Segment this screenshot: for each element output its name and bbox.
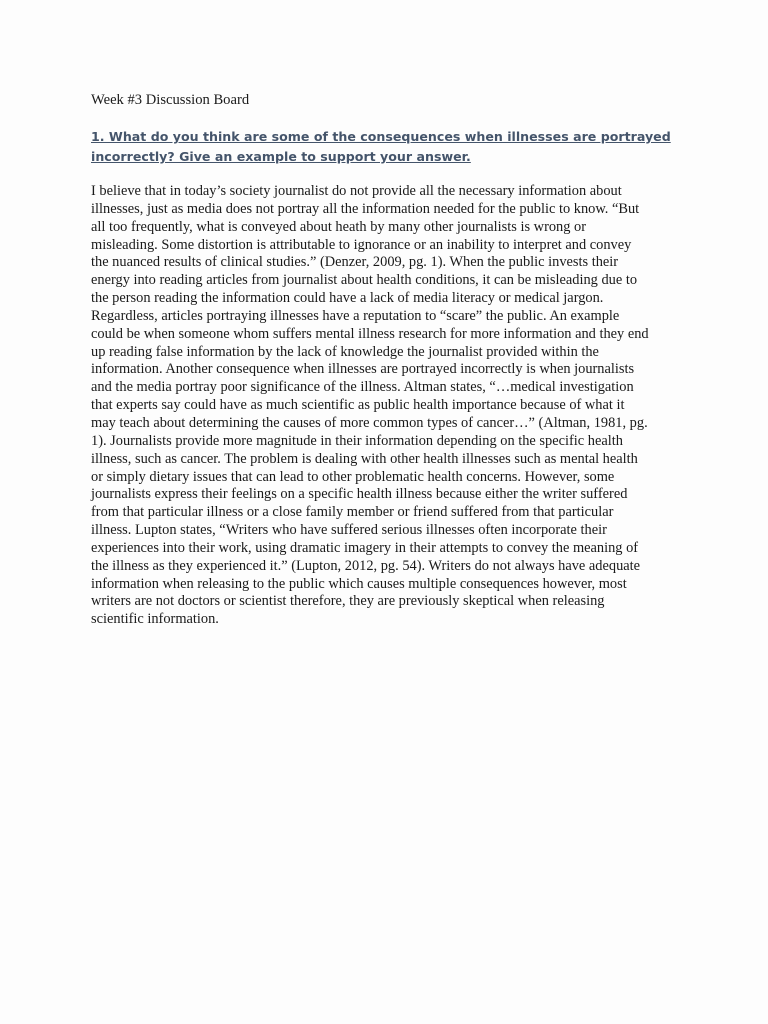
paragraph-line: the person reading the information could have a lack of media literacy or medical jargon.: [91, 290, 604, 307]
answer-paragraph: [91, 183, 691, 629]
paragraph-line: illness. Lupton states, “Writers who have suffered serious illnesses often incorporate their: [91, 522, 607, 539]
paragraph-line: illnesses, just as media does not portray all the information needed for the public to know. “But: [91, 200, 640, 217]
paragraph-line: I believe that in today’s society journalist do not provide all the necessary information about: [91, 183, 622, 199]
paragraph-line: or simply dietary issues that can lead to other problematic health concerns. However, some: [91, 468, 615, 485]
paragraph-line: that experts say could have as much scientific as public health importance because of what it: [91, 397, 625, 414]
paragraph-line: 1). Journalists provide more magnitude in their information depending on the specific health: [91, 432, 623, 449]
paragraph-line: illness, such as cancer. The problem is dealing with other health illnesses such as mental health: [91, 450, 638, 467]
paragraph-line: may teach about determining the causes of more common types of cancer…” (Altman, 1981, pg.: [91, 414, 648, 431]
paragraph-line: writers are not doctors or scientist therefore, they are previously skeptical when releasing: [91, 593, 605, 610]
paragraph-line: information when releasing to the public which causes multiple consequences however, most: [91, 575, 627, 592]
paragraph-line: misleading. Some distortion is attributable to ignorance or an inability to interpret and convey: [91, 236, 632, 253]
discussion-question: [91, 127, 691, 167]
paragraph-line: from that particular illness or a close family member or friend suffered from that particular: [91, 504, 614, 521]
paragraph-line: energy into reading articles from journalist about health conditions, it can be misleading due to: [91, 272, 638, 289]
question-line: 1. What do you think are some of the consequences when illnesses are portrayed: [91, 129, 671, 144]
question-line: incorrectly? Give an example to support your answer.: [91, 149, 471, 164]
paragraph-line: up reading false information by the lack of knowledge the journalist provided within the: [91, 343, 599, 360]
paragraph-line: the illness as they experienced it.” (Lupton, 2012, pg. 54). Writers do not always have adequate: [91, 557, 641, 574]
paragraph-line: all too frequently, what is conveyed about heath by many other journalists is wrong or: [91, 218, 587, 235]
paragraph-line: and the media portray poor significance of the illness. Altman states, “…medical investigation: [91, 379, 634, 396]
paragraph-line: experiences into their work, using dramatic imagery in their attempts to convey the meaning of: [91, 539, 639, 556]
paragraph-line: information. Another consequence when illnesses are portrayed incorrectly is when journalists: [91, 361, 635, 378]
paragraph-line: Regardless, articles portraying illnesses have a reputation to “scare” the public. An example: [91, 307, 620, 324]
paragraph-line: scientific information.: [91, 611, 219, 628]
paragraph-line: could be when someone whom suffers mental illness research for more information and they end: [91, 325, 649, 342]
paragraph-line: the nuanced results of clinical studies.” (Denzer, 2009, pg. 1). When the public invests their: [91, 254, 619, 271]
page-title: Week #3 Discussion Board: [91, 92, 250, 108]
paragraph-line: journalists express their feelings on a specific health illness because either the writer suffered: [91, 486, 628, 503]
